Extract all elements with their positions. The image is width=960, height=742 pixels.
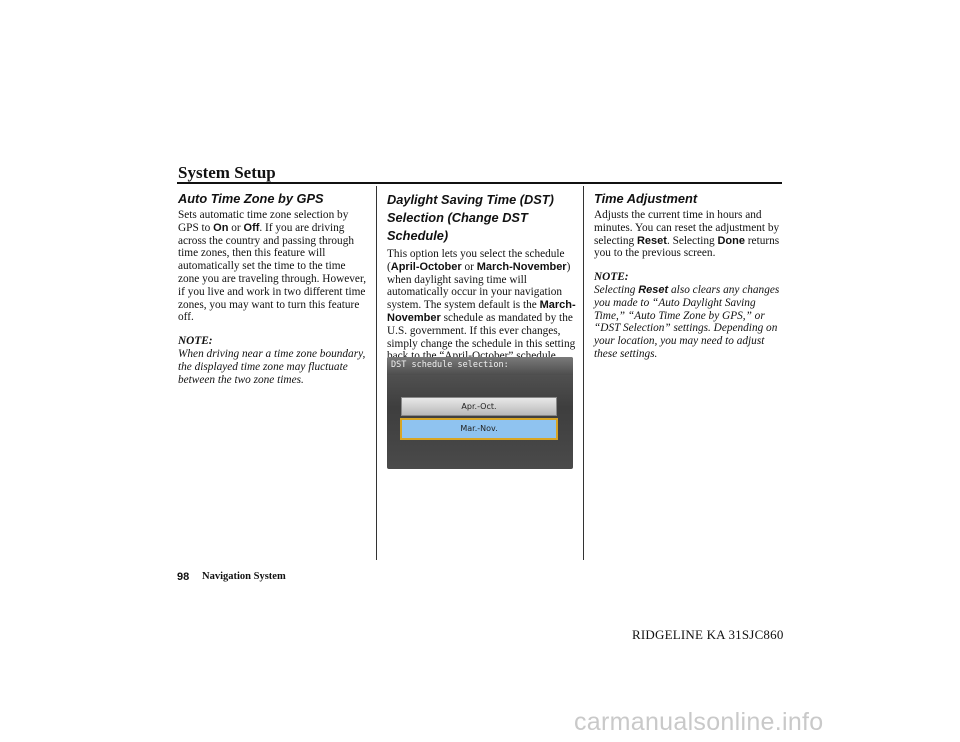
text-run: Sets automatic time zone selection by GPS to xyxy=(178,209,349,234)
option-apr-oct: Apr.-Oct. xyxy=(401,397,557,416)
column-divider-2 xyxy=(583,186,584,560)
dst-screen-image xyxy=(387,357,573,469)
column-divider-1 xyxy=(376,186,377,560)
ui-term: Reset xyxy=(638,283,669,296)
page-title: System Setup xyxy=(178,163,276,182)
column-auto-time-zone xyxy=(178,191,368,386)
section-body xyxy=(387,248,577,363)
text-run: This option lets you select the schedule ( xyxy=(387,248,565,273)
text-run: or xyxy=(228,221,244,234)
watermark: carmanualsonline.info xyxy=(574,708,824,736)
screen-header xyxy=(387,357,573,375)
ui-term: April-October xyxy=(390,260,462,273)
text-run: . If you are driving across the country and passing through time zones, then this feature will automatically set the time to the time zone you are traveling through. However, if you live and work in two different time zones, you may want to turn this feature off. xyxy=(178,221,367,324)
text-run: schedule as mandated by the U.S. government. If this ever changes, simply change the schedule in this setting xyxy=(387,311,576,350)
section-heading: Auto Time Zone by GPS xyxy=(178,191,324,206)
column-time-adjustment xyxy=(594,191,782,361)
note-body xyxy=(178,348,368,386)
note-body xyxy=(594,284,782,361)
ui-term: On xyxy=(213,221,229,234)
option-mar-nov-selected: Mar.-Nov. xyxy=(400,418,558,440)
ui-term: March-November xyxy=(476,260,567,273)
text-run: Adjusts the current time in hours and minutes. You can reset the adjustment by selecting xyxy=(594,209,780,247)
section-heading: Daylight Saving Time (DST) Selection (Change DST Schedule) xyxy=(387,192,554,243)
ui-term: Off xyxy=(243,221,260,234)
section-body xyxy=(178,209,368,324)
text-run: . Selecting xyxy=(666,234,718,247)
page-number: 98 xyxy=(177,571,190,583)
ui-term: March-November xyxy=(387,299,576,324)
text-run: returns you to the previous screen. xyxy=(594,234,780,260)
section-body xyxy=(594,209,782,260)
section-heading: Time Adjustment xyxy=(594,191,698,206)
title-rule xyxy=(177,182,782,184)
text-run: or xyxy=(461,260,477,273)
note-label: NOTE: xyxy=(594,271,629,284)
ui-term: Done xyxy=(717,234,745,247)
document-code: RIDGELINE KA 31SJC860 xyxy=(632,627,784,642)
text-run: ) when daylight saving time will automatically occur in your navigation system. The system default is the xyxy=(387,260,571,312)
ui-term: Reset xyxy=(636,234,667,247)
screen-title: DST schedule selection: xyxy=(391,360,509,370)
note-label: NOTE: xyxy=(178,335,213,348)
text-run: When driving near a time zone boundary, the displayed time zone may fluctuate between the two zone times. xyxy=(178,347,366,386)
running-footer: Navigation System xyxy=(202,571,286,582)
column-dst-selection xyxy=(387,191,577,363)
text-run: also clears any changes you made to “Auto Daylight Saving Time,” “Auto Time Zone by GPS,” or “DST Selection” settings. Depending on your location, you may need to adjust these settings. xyxy=(594,283,780,360)
text-run: Selecting xyxy=(594,283,639,296)
